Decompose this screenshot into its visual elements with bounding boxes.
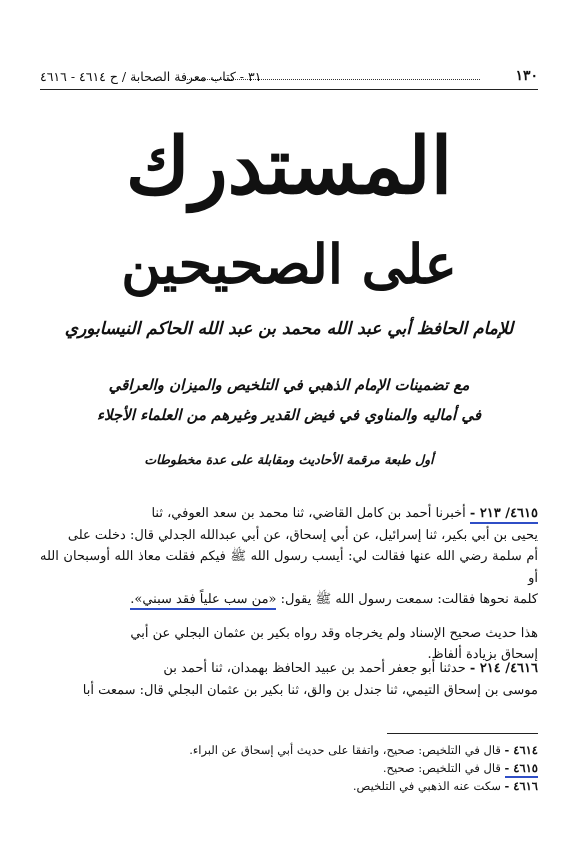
page-number: ١٣٠ (515, 68, 538, 84)
hadith-4615 (40, 503, 538, 666)
chapter-breadcrumb: ٣١ - كتاب معرفة الصحابة / ح ٤٦١٤ - ٤٦١٦ (40, 69, 262, 84)
footnote-divider (387, 733, 538, 734)
footnote-text: سكت عنه الذهبي في التلخيص. (352, 779, 501, 793)
hadith-line: يحيى بن أبي بكير، ثنا إسرائيل، عن أبي إسحاق، عن أبي عبدالله الجدلي قال: دخلت على (67, 527, 538, 543)
hadith-grading-line: إسحاق بزيادة ألفاظ. (427, 647, 538, 662)
annotations-line-2: في أماليه والمناوي في فيض القدير وغيرهم من العلماء الأجلاء (96, 406, 482, 424)
highlighted-quote: «من سب علياً فقد سبني». (130, 592, 276, 610)
book-author: للإمام الحافظ أبي عبد الله محمد بن عبد الله الحاكم النيسابوري (64, 319, 514, 339)
book-title: المستدرك (125, 121, 453, 212)
hadith-number: ٤٦١٦/ ٢١٤ - (469, 661, 538, 676)
book-subtitle: على الصحيحين (121, 232, 457, 296)
footnote-item (40, 759, 538, 777)
hadith-text: كلمة نحوها فقالت: سمعت رسول الله ﷺ يقول: (280, 592, 538, 607)
hadith-4616 (40, 658, 538, 701)
hadith-line (40, 589, 538, 611)
header-divider (40, 89, 538, 90)
running-header (40, 66, 538, 88)
footnote-item (40, 777, 538, 795)
paragraph-gap (40, 611, 538, 623)
footnote-number: ٤٦١٦ - (504, 779, 538, 793)
footnote-item (40, 741, 538, 759)
hadith-number: ٤٦١٥/ ٢١٣ - (470, 506, 538, 524)
hadith-text: أخبرنا أحمد بن كامل القاضي، ثنا محمد بن سعد العوفي، ثنا (151, 506, 466, 521)
footnote-number: ٤٦١٥ - (505, 761, 539, 778)
footnote-text: قال في التلخيص: صحيح. (382, 761, 501, 775)
hadith-text: حدثنا أبو جعفر أحمد بن عبيد الحافظ بهمدان، ثنا أحمد بن (163, 661, 466, 676)
hadith-line: أم سلمة رضي الله عنها فقالت لي: أيسب رسول الله ﷺ فيكم فقلت معاذ الله أوسبحان الله أو (40, 549, 538, 586)
book-annotations-note (40, 370, 538, 430)
footnotes (40, 741, 538, 795)
footnote-text: قال في التلخيص: صحيح، واتفقا على حديث أبي إسحاق عن البراء. (189, 743, 501, 757)
hadith-line (40, 503, 538, 525)
annotations-line-1: مع تضمينات الإمام الذهبي في التلخيص والميزان والعراقي (108, 376, 470, 394)
edition-note: أول طبعة مرقمة الأحاديث ومقابلة على عدة مخطوطات (144, 452, 434, 467)
hadith-line (40, 658, 538, 680)
footnote-number: ٤٦١٤ - (504, 743, 538, 757)
hadith-grading-line: هذا حديث صحيح الإسناد ولم يخرجاه وقد رواه بكير بن عثمان البجلي عن أبي (130, 625, 538, 641)
hadith-line: موسى بن إسحاق التيمي، ثنا جندل بن والق، ثنا بكير بن عثمان البجلي قال: سمعت أبا (82, 682, 538, 698)
